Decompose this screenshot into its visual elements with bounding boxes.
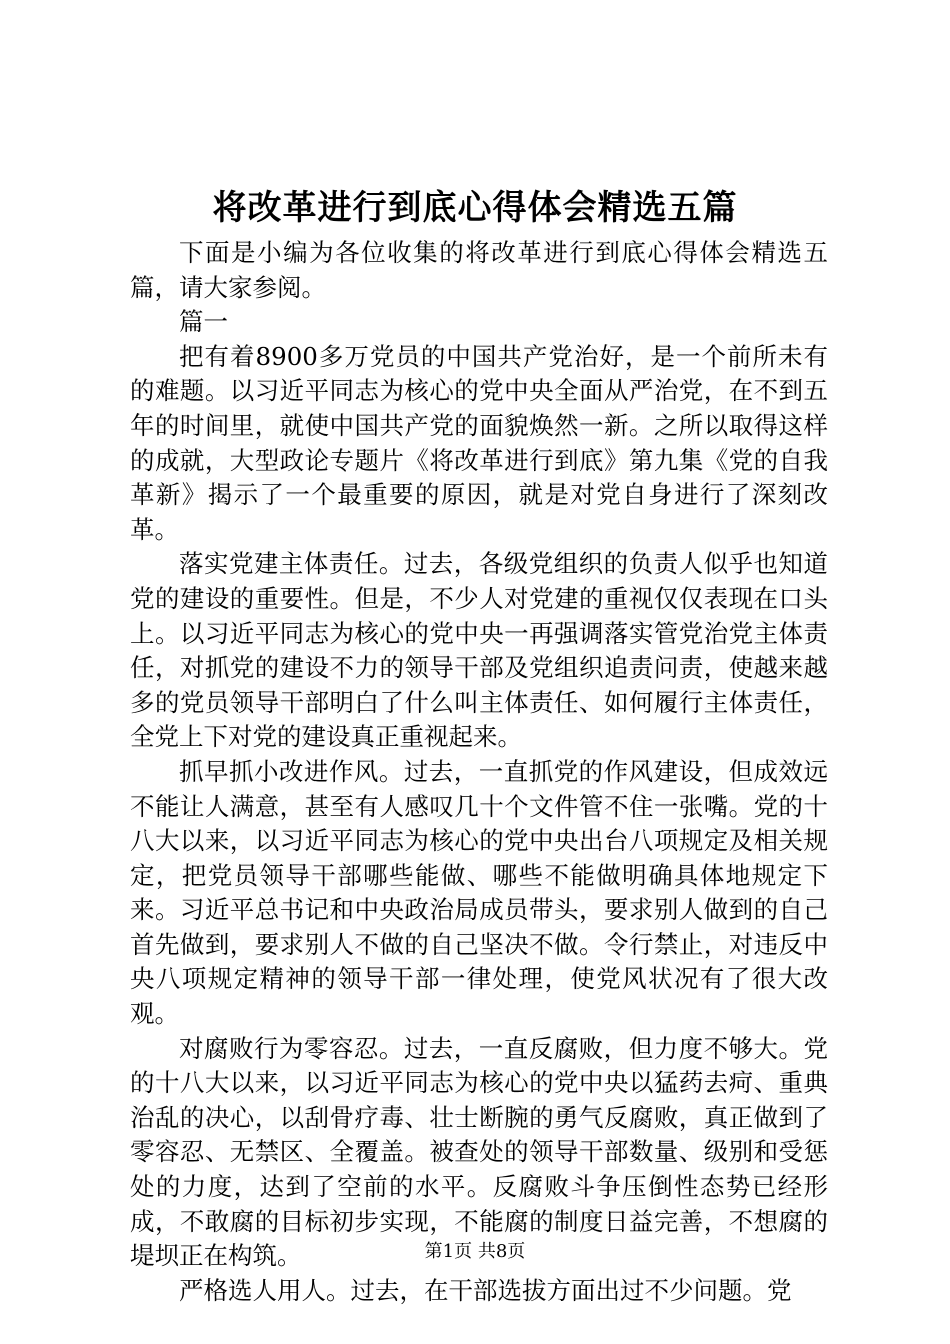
page-number-footer: 第1页 共8页 [424,1241,526,1262]
body-paragraph: 对腐败行为零容忍。过去，一直反腐败，但力度不够大。党的十八大以来，以习近平同志为核心的党中央以猛药去疴、重典治乱的决心，以刮骨疗毒、壮士断腕的勇气反腐败，真正做到了零容忍、无禁区、全覆盖。被查处的领导干部数量、级别和受惩处的力度，达到了空前的水平。反腐败斗争压倒性态势已经形成，不敢腐的目标初步实现，不能腐的制度日益完善，不想腐的堤坝正在构筑。 [130,1033,828,1271]
body-paragraph: 落实党建主体责任。过去，各级党组织的负责人似乎也知道党的建设的重要性。但是，不少人对党建的重视仅仅表现在口头上。以习近平同志为核心的党中央一再强调落实管党治党主体责任，对抓党的建设不力的领导干部及党组织追责问责，使越来越多的党员领导干部明白了什么叫主体责任、如何履行主体责任，全党上下对党的建设真正重视起来。 [130,549,828,752]
section-heading: 篇一 [179,307,228,337]
document-body [130,236,828,1308]
intro-paragraph: 下面是小编为各位收集的将改革进行到底心得体会精选五篇，请大家参阅。 [130,238,828,302]
body-paragraph: 抓早抓小改进作风。过去，一直抓党的作风建设，但成效远不能让人满意，甚至有人感叹几十个文件管不住一张嘴。党的十八大以来，以习近平同志为核心的党中央出台八项规定及相关规定，把党员领导干部哪些能做、哪些不能做明确具体地规定下来。习近平总书记和中央政治局成员带头，要求别人做到的自己首先做到，要求别人不做的自己坚决不做。令行禁止，对违反中央八项规定精神的领导干部一律处理，使党风状况有了很大改观。 [130,756,828,1029]
document-title: 将改革进行到底心得体会精选五篇 [212,188,738,228]
body-paragraph: 严格选人用人。过去，在干部选拔方面出过不少问题。党 [179,1275,792,1305]
body-paragraph: 把有着8900多万党员的中国共产党治好，是一个前所未有的难题。以习近平同志为核心的党中央全面从严治党，在不到五年的时间里，就使中国共产党的面貌焕然一新。之所以取得这样的成就，大型政论专题片《将改革进行到底》第九集《党的自我革新》揭示了一个最重要的原因，就是对党自身进行了深刻改革。 [130,341,828,544]
